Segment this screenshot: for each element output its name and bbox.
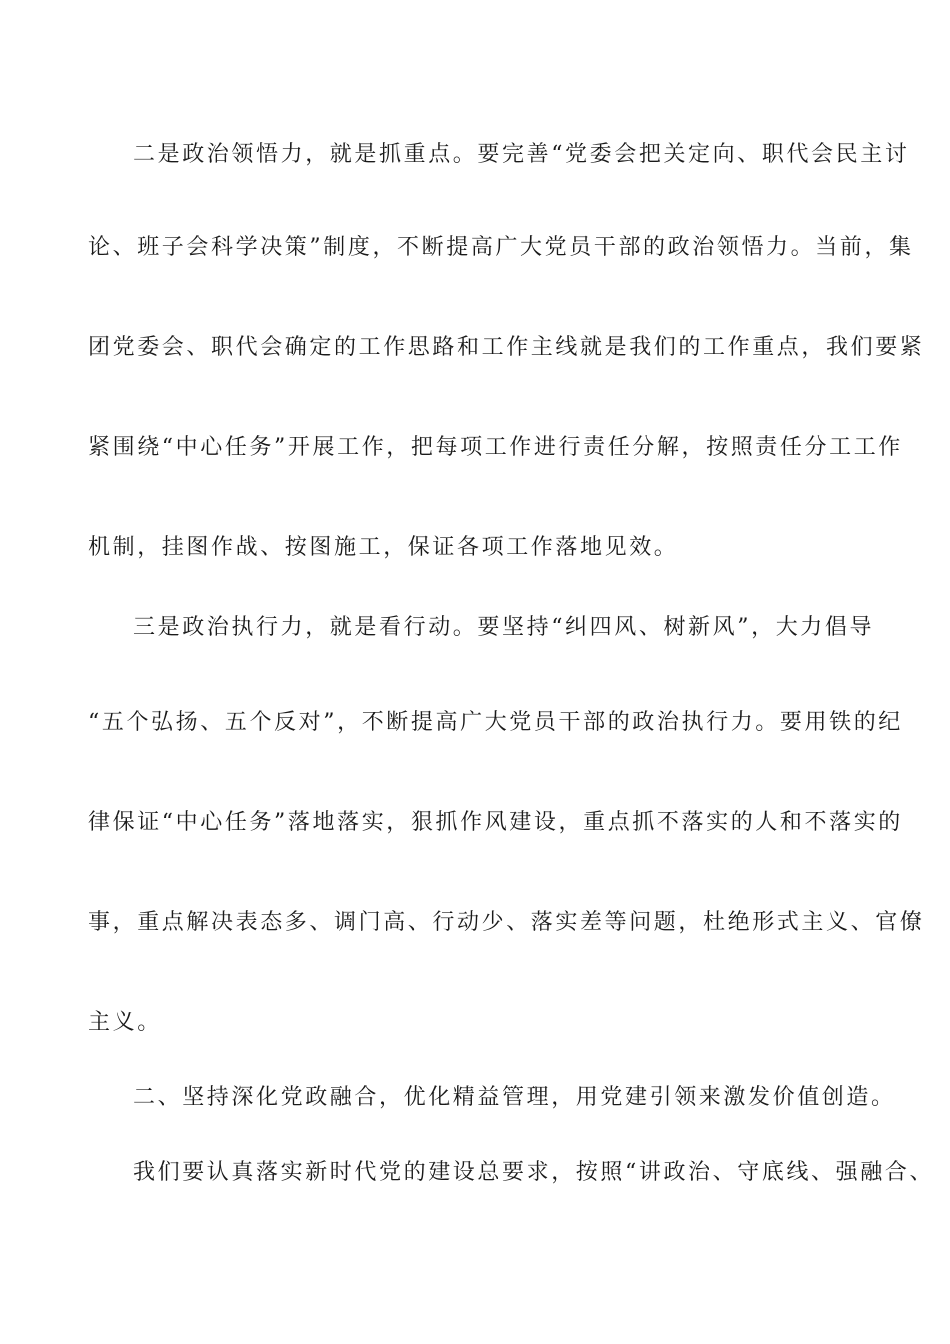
paragraph-line: 机制，挂图作战、按图施工，保证各项工作落地见效。 — [88, 535, 679, 560]
paragraph-line: 律保证“中心任务”落地落实，狠抓作风建设，重点抓不落实的人和不落实的 — [88, 810, 903, 835]
paragraph-line: 事，重点解决表态多、调门高、行动少、落实差等问题，杜绝形式主义、官僚 — [88, 910, 925, 935]
paragraph-line: 团党委会、职代会确定的工作思路和工作主线就是我们的工作重点，我们要紧 — [88, 335, 925, 360]
section-heading: 二、坚持深化党政融合，优化精益管理，用党建引领来激发价值创造。 — [133, 1085, 896, 1110]
paragraph-line: 紧围绕“中心任务”开展工作，把每项工作进行责任分解，按照责任分工工作 — [88, 435, 903, 460]
paragraph-line: “五个弘扬、五个反对”，不断提高广大党员干部的政治执行力。要用铁的纪 — [88, 710, 903, 735]
paragraph-line: 主义。 — [88, 1010, 162, 1035]
paragraph-line: 二是政治领悟力，就是抓重点。要完善“党委会把关定向、职代会民主讨 — [133, 142, 910, 167]
paragraph-line: 我们要认真落实新时代党的建设总要求，按照“讲政治、守底线、强融合、 — [133, 1160, 935, 1185]
paragraph-line: 论、班子会科学决策”制度，不断提高广大党员干部的政治领悟力。当前，集 — [88, 235, 914, 260]
paragraph-line: 三是政治执行力，就是看行动。要坚持“纠四风、树新风”，大力倡导 — [133, 615, 875, 640]
